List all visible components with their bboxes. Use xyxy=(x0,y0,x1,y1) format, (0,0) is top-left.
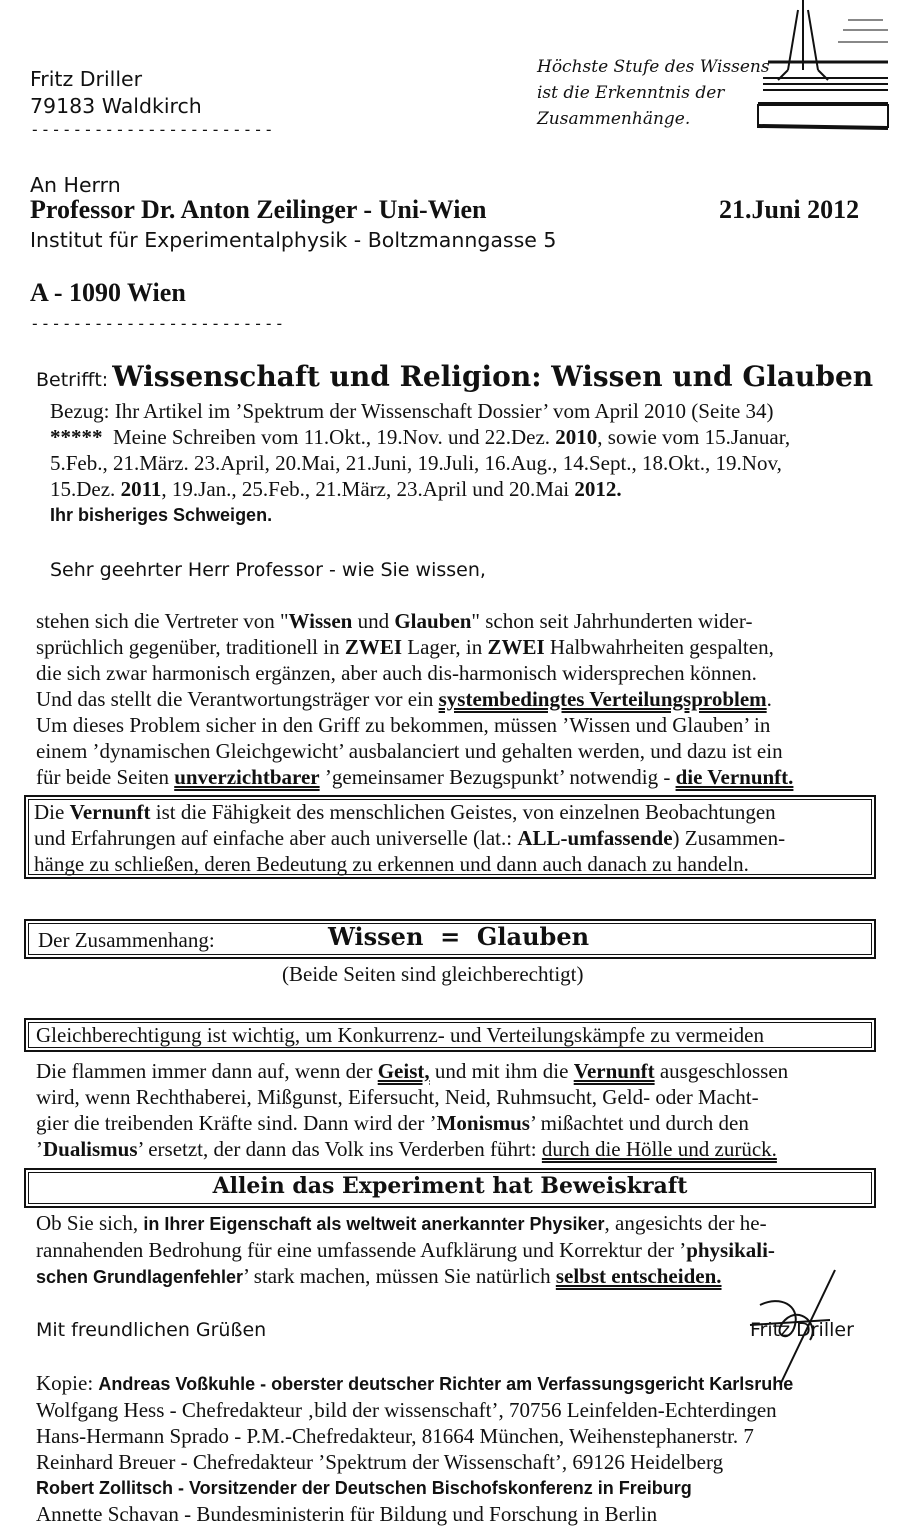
copy-recipient: Reinhard Breuer - Chefredakteur ’Spektrum der Wissenschaft’, 69126 Heidelberg xyxy=(36,1450,724,1474)
text: und xyxy=(352,609,395,633)
copies-list xyxy=(36,1370,896,1527)
text: , angesichts der he- xyxy=(604,1211,767,1235)
recipient-salutation: An Herrn xyxy=(30,173,121,197)
text: ZWEI xyxy=(344,635,403,659)
copy-recipient: Hans-Hermann Sprado - P.M.-Chefredakteur, 81664 München, Weihenstephanerstr. 7 xyxy=(36,1424,754,1448)
paragraph-line xyxy=(36,1210,876,1237)
reference-year: 2011 xyxy=(120,477,162,501)
paragraph-line xyxy=(36,634,876,660)
reference-line-3: 5.Feb., 21.März. 23.April, 20.Mai, 21.Juni, 19.Juli, 16.Aug., 14.Sept., 18.Okt., 19.Nov, xyxy=(50,451,782,475)
text: rannahenden Bedrohung für eine umfassende Aufklärung und Korrektur der ’ xyxy=(36,1238,687,1262)
text: unverzichtbarer xyxy=(174,765,320,789)
reference-year: 2012. xyxy=(574,477,622,501)
copy-recipient: Wolfgang Hess - Chefredakteur ‚bild der wissenschaft’, 70756 Leinfelden-Echterdingen xyxy=(36,1398,777,1422)
paragraph-line: einem ’dynamischen Gleichgewicht’ ausbalanciert und gehalten werden, und dazu ist ein xyxy=(36,739,783,763)
paragraph-line: Und das stellt die Verantwortungsträger vor ein systembedingtes Verteilungsproblem. xyxy=(36,687,772,711)
paragraph-line: Um dieses Problem sicher in den Griff zu bekommen, müssen ’Wissen und Glauben’ in xyxy=(36,713,771,737)
reference-stars: ***** xyxy=(50,425,103,449)
reference-line-5: Ihr bisheriges Schweigen. xyxy=(50,505,273,525)
text: und mit ihm die xyxy=(429,1059,574,1083)
reference-line-1: Bezug: Ihr Artikel im ’Spektrum der Wissenschaft Dossier’ vom April 2010 (Seite 34) xyxy=(50,399,774,423)
copy-recipient xyxy=(36,1370,896,1397)
reference-text: , 19.Jan., 25.Feb., 21.März, 23.April und 20.Mai xyxy=(161,477,575,501)
text: Dualismus xyxy=(43,1137,138,1161)
paragraph-line xyxy=(36,1058,876,1084)
signature-name: Fritz Driller xyxy=(750,1319,854,1341)
paragraph-1 xyxy=(36,608,876,790)
recipient-divider: ------------------------ xyxy=(30,314,286,333)
text: " schon seit Jahrhunderten wider- xyxy=(471,609,753,633)
text: Geist, xyxy=(377,1059,430,1083)
motto-line-3: Zusammenhänge. xyxy=(537,109,691,129)
text: und Erfahrungen auf einfache aber auch universelle (lat.: xyxy=(34,826,518,850)
experiment-heading: Allein das Experiment hat Beweiskraft xyxy=(212,1173,688,1199)
box-line xyxy=(34,799,874,825)
zusammenhang-formula: Wissen = Glauben xyxy=(328,922,590,951)
text: durch die Hölle und zurück. xyxy=(541,1137,777,1161)
text: ’gemeinsamer Bezugspunkt’ notwendig - xyxy=(319,765,676,789)
recipient-name: Professor Dr. Anton Zeilinger - Uni-Wien xyxy=(30,195,487,224)
text: für beide Seiten xyxy=(36,765,175,789)
vernunft-definition xyxy=(34,799,874,877)
paragraph-2 xyxy=(36,1058,876,1162)
text: ’ xyxy=(36,1137,43,1161)
reference-text: , sowie vom 15.Januar, xyxy=(597,425,791,449)
sender-divider: ----------------------- xyxy=(30,120,275,139)
zusammenhang-note: (Beide Seiten sind gleichberechtigt) xyxy=(282,962,584,986)
letter-date: 21.Juni 2012 xyxy=(719,195,860,224)
text: Und das stellt die Verantwortungsträger vor ein xyxy=(36,687,439,711)
closing: Mit freundlichen Grüßen xyxy=(36,1319,267,1341)
text: Vernunft xyxy=(573,1059,655,1083)
sender-city: 79183 Waldkirch xyxy=(30,94,202,118)
text: ALL-umfassende xyxy=(517,826,673,850)
text: in Ihrer Eigenschaft als weltweit anerkannter Physiker xyxy=(143,1214,605,1234)
reference-line-2 xyxy=(50,424,790,450)
text: Wissen xyxy=(288,609,353,633)
text: ) Zusammen- xyxy=(672,826,786,850)
subject-line xyxy=(36,360,873,393)
paragraph-line: wird, wenn Rechthaberei, Mißgunst, Eifersucht, Neid, Ruhmsucht, Geld- oder Macht- xyxy=(36,1085,759,1109)
motto-line-1: Höchste Stufe des Wissens xyxy=(537,57,770,77)
gleichberechtigung-text: Gleichberechtigung ist wichtig, um Konkurrenz- und Verteilungskämpfe zu vermeiden xyxy=(36,1023,764,1047)
text: systembedingtes Verteilungsproblem xyxy=(438,687,767,711)
sender-name: Fritz Driller xyxy=(30,67,143,91)
text: ’ mißachtet und durch den xyxy=(529,1111,749,1135)
text: Lager, in xyxy=(402,635,488,659)
box-line: hänge zu schließen, deren Bedeutung zu erkennen und dann auch danach zu handeln. xyxy=(34,852,749,876)
text: ’ ersetzt, der dann das Volk ins Verderben führt: xyxy=(137,1137,542,1161)
paragraph-line xyxy=(36,764,876,790)
motto-line-2: ist die Erkenntnis der xyxy=(537,83,725,103)
text: Vernunft xyxy=(69,800,151,824)
recipient-institute: Institut für Experimentalphysik - Boltzmanngasse 5 xyxy=(30,228,557,252)
reference-text: Meine Schreiben vom 11.Okt., 19.Nov. und 22.Dez. xyxy=(113,425,556,449)
text: Andreas Voßkuhle - oberster deutscher Richter am Verfassungsgericht Karlsruhe xyxy=(98,1374,794,1394)
subject-label: Betrifft: xyxy=(36,369,109,391)
box-line xyxy=(34,825,874,851)
reference-text: 15.Dez. xyxy=(50,477,121,501)
text: gier die treibenden Kräfte sind. Dann wird der ’ xyxy=(36,1111,437,1135)
reference-year: 2010 xyxy=(555,425,598,449)
paragraph-line xyxy=(36,1237,876,1263)
tower-illustration-icon xyxy=(748,0,898,140)
paragraph-line xyxy=(36,1136,876,1162)
text: ist die Fähigkeit des menschlichen Geistes, von einzelnen Beobachtungen xyxy=(150,800,776,824)
text: Ob Sie sich, xyxy=(36,1211,144,1235)
zusammenhang-label: Der Zusammenhang: xyxy=(38,928,215,952)
greeting: Sehr geehrter Herr Professor - wie Sie wissen, xyxy=(50,559,486,581)
text: sprüchlich gegenüber, traditionell in xyxy=(36,635,345,659)
reference-line-4 xyxy=(50,476,622,502)
text: ’ stark machen, müssen Sie natürlich xyxy=(243,1264,556,1288)
subject-title: Wissenschaft und Religion: Wissen und Glauben xyxy=(112,360,874,393)
paragraph-line xyxy=(36,608,876,634)
text: stehen sich die Vertreter von " xyxy=(36,609,289,633)
text: schen Grundlagenfehler xyxy=(36,1267,244,1287)
text: selbst entscheiden. xyxy=(555,1264,722,1288)
paragraph-line xyxy=(36,1110,876,1136)
text: Halbwahrheiten gespalten, xyxy=(544,635,774,659)
paragraph-line: die sich zwar harmonisch ergänzen, aber auch dis-harmonisch widersprechen können. xyxy=(36,661,757,685)
recipient-city: A - 1090 Wien xyxy=(30,278,186,307)
text: physikali- xyxy=(686,1238,775,1262)
text: Die flammen immer dann auf, wenn der xyxy=(36,1059,378,1083)
text: Die xyxy=(34,800,70,824)
text: ZWEI xyxy=(487,635,545,659)
text: die Vernunft. xyxy=(675,765,794,789)
copy-recipient: Robert Zollitsch - Vorsitzender der Deutschen Bischofskonferenz in Freiburg xyxy=(36,1478,692,1498)
text: Kopie: xyxy=(36,1371,99,1395)
text: Glauben xyxy=(394,609,472,633)
copy-recipient: Annette Schavan - Bundesministerin für Bildung und Forschung in Berlin xyxy=(36,1502,658,1526)
text: Monismus xyxy=(436,1111,530,1135)
text: ausgeschlossen xyxy=(654,1059,789,1083)
